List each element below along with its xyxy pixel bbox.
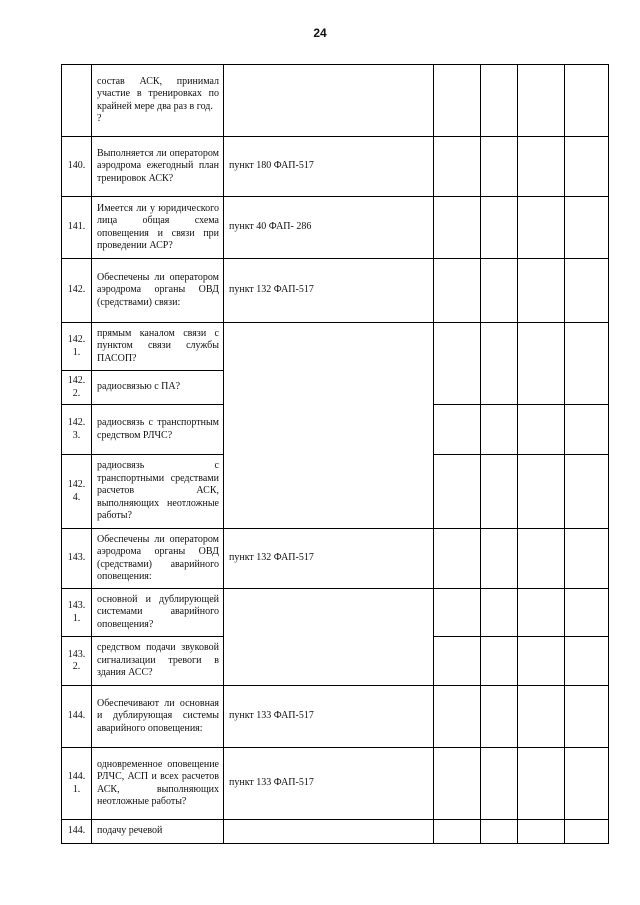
blank-cell (481, 637, 518, 686)
row-number: 142. 1. (62, 323, 92, 371)
blank-cell (518, 589, 565, 637)
blank-cell (434, 686, 481, 748)
blank-cell (434, 65, 481, 137)
blank-cell (565, 529, 609, 589)
row-question: подачу речевой (92, 820, 224, 844)
blank-cell (565, 686, 609, 748)
blank-cell (565, 589, 609, 637)
page-number: 24 (313, 26, 327, 40)
row-reference: пункт 132 ФАП-517 (224, 259, 434, 323)
blank-cell (434, 820, 481, 844)
blank-cell (481, 323, 518, 405)
blank-cell (434, 455, 481, 529)
checklist-row (62, 748, 609, 820)
row-number: 142. (62, 259, 92, 323)
row-reference: пункт 133 ФАП-517 (224, 686, 434, 748)
blank-cell (518, 637, 565, 686)
blank-cell (481, 748, 518, 820)
checklist-row (62, 820, 609, 844)
checklist-row (62, 529, 609, 589)
blank-cell (481, 405, 518, 455)
checklist-table (61, 64, 609, 844)
row-number: 144. (62, 686, 92, 748)
blank-cell (565, 137, 609, 197)
row-question: радиосвязь с транспортным средством РЛЧС? (92, 405, 224, 455)
blank-cell (434, 405, 481, 455)
blank-cell (565, 197, 609, 259)
blank-cell (434, 137, 481, 197)
blank-cell (518, 820, 565, 844)
blank-cell (481, 137, 518, 197)
checklist-row (62, 137, 609, 197)
blank-cell (481, 820, 518, 844)
blank-cell (434, 748, 481, 820)
blank-cell (565, 405, 609, 455)
blank-cell (481, 197, 518, 259)
blank-cell (434, 589, 481, 637)
blank-cell (565, 748, 609, 820)
checklist-row (62, 589, 609, 637)
row-question: радиосвязью с ПА? (92, 371, 224, 405)
blank-cell (434, 529, 481, 589)
row-number: 144. (62, 820, 92, 844)
row-question: радиосвязь с транспортными средствами расчетов АСК, выполняющих неотложные работы? (92, 455, 224, 529)
blank-cell (518, 686, 565, 748)
blank-cell (565, 259, 609, 323)
blank-cell (518, 65, 565, 137)
blank-cell (481, 589, 518, 637)
blank-cell (481, 686, 518, 748)
row-number: 141. (62, 197, 92, 259)
row-question: прямым каналом связи с пунктом связи службы ПАСОП? (92, 323, 224, 371)
blank-cell (518, 197, 565, 259)
blank-cell (518, 137, 565, 197)
row-number (62, 65, 92, 137)
row-reference: пункт 40 ФАП- 286 (224, 197, 434, 259)
row-question: Имеется ли у юридического лица общая схема оповещения и связи при проведении АСР? (92, 197, 224, 259)
row-reference: пункт 180 ФАП-517 (224, 137, 434, 197)
blank-cell (565, 820, 609, 844)
blank-cell (518, 455, 565, 529)
row-reference: пункт 133 ФАП-517 (224, 748, 434, 820)
row-number: 142. 4. (62, 455, 92, 529)
row-reference (224, 323, 434, 529)
checklist-row (62, 259, 609, 323)
blank-cell (565, 65, 609, 137)
row-number: 144. 1. (62, 748, 92, 820)
row-reference (224, 589, 434, 686)
row-question: основной и дублирующей системами аварийного оповещения? (92, 589, 224, 637)
row-question: Обеспечены ли оператором аэродрома органы ОВД (средствами) аварийного оповещения: (92, 529, 224, 589)
blank-cell (481, 455, 518, 529)
row-number: 143. 2. (62, 637, 92, 686)
row-reference (224, 65, 434, 137)
blank-cell (481, 65, 518, 137)
checklist-row (62, 686, 609, 748)
blank-cell (518, 323, 565, 405)
row-question: Выполняется ли оператором аэродрома ежегодный план тренировок АСК? (92, 137, 224, 197)
row-number: 143. 1. (62, 589, 92, 637)
blank-cell (565, 455, 609, 529)
checklist-row (62, 323, 609, 371)
blank-cell (518, 405, 565, 455)
blank-cell (434, 323, 481, 405)
row-question: Обеспечивают ли основная и дублирующая системы аварийного оповещения: (92, 686, 224, 748)
row-number: 142. 3. (62, 405, 92, 455)
blank-cell (518, 748, 565, 820)
row-number: 142. 2. (62, 371, 92, 405)
blank-cell (434, 197, 481, 259)
blank-cell (481, 259, 518, 323)
row-reference (224, 820, 434, 844)
blank-cell (518, 529, 565, 589)
blank-cell (565, 323, 609, 405)
row-question: средством подачи звуковой сигнализации тревоги в здания АСС? (92, 637, 224, 686)
row-number: 140. (62, 137, 92, 197)
blank-cell (565, 637, 609, 686)
row-reference: пункт 132 ФАП-517 (224, 529, 434, 589)
row-number: 143. (62, 529, 92, 589)
blank-cell (434, 259, 481, 323)
blank-cell (434, 637, 481, 686)
checklist-row (62, 65, 609, 137)
blank-cell (481, 529, 518, 589)
row-question: состав АСК, принимал участие в тренировках по крайней мере два раз в год. ? (92, 65, 224, 137)
blank-cell (518, 259, 565, 323)
checklist-row (62, 197, 609, 259)
row-question: Обеспечены ли оператором аэродрома органы ОВД (средствами) связи: (92, 259, 224, 323)
row-question: одновременное оповещение РЛЧС, АСП и всех расчетов АСК, выполняющих неотложные работы? (92, 748, 224, 820)
